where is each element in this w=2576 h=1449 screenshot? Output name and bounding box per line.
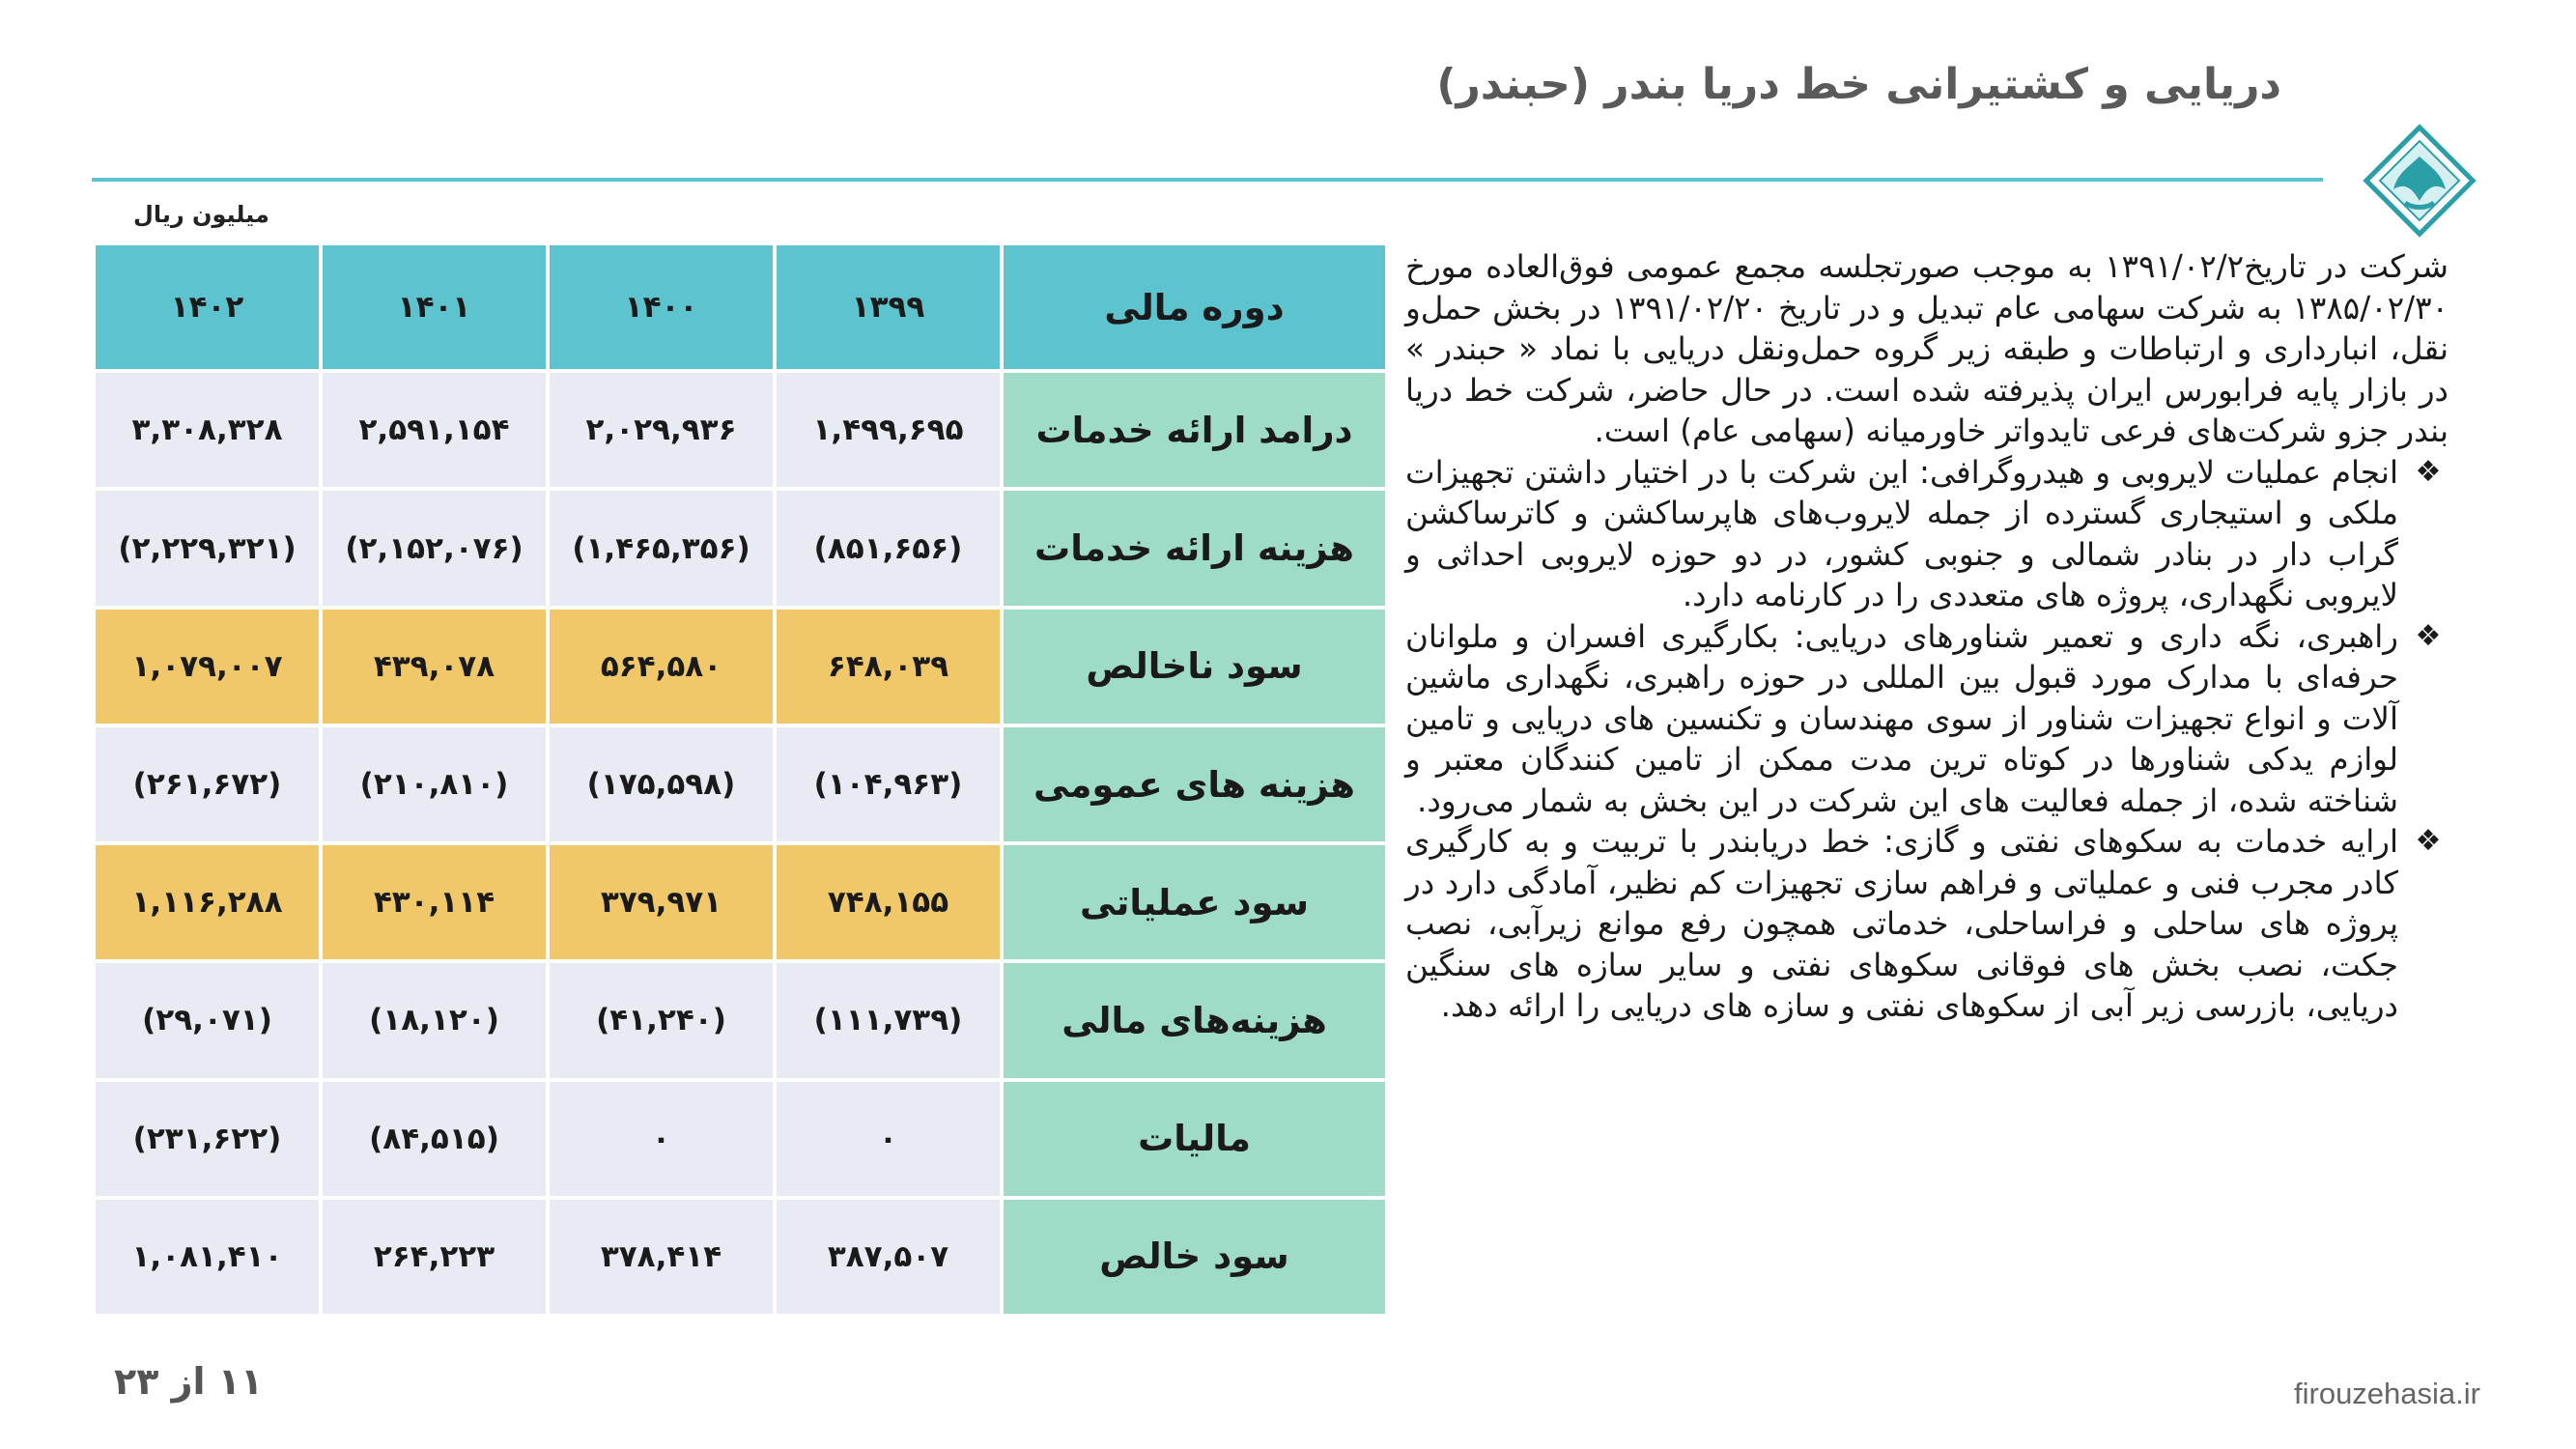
table-cell: ۵۶۴,۵۸۰ [550,610,773,724]
table-cell: ۷۴۸,۱۵۵ [777,845,1000,959]
table-cell: (۲۱۰,۸۱۰) [323,727,546,841]
website-link[interactable]: firouzehasia.ir [2294,1377,2480,1410]
header-divider [92,178,2323,182]
table-row [96,727,1385,841]
list-item [1405,821,2449,1027]
table-row [96,845,1385,959]
table-cell: (۸۵۱,۶۵۶) [777,491,1000,605]
table-cell: (۱,۴۶۵,۳۵۶) [550,491,773,605]
table-row [96,491,1385,605]
table-cell: (۱۱۱,۷۳۹) [777,963,1000,1077]
diamond-bullet-icon: ❖ [2415,618,2442,653]
table-cell: (۱۷۵,۵۹۸) [550,727,773,841]
table-cell: (۸۴,۵۱۵) [323,1082,546,1196]
table-cell: ۱,۰۸۱,۴۱۰ [96,1200,319,1314]
table-cell: ۲,۵۹۱,۱۵۴ [323,373,546,487]
intro-paragraph: شرکت در تاریخ۱۳۹۱/۰۲/۲ به موجب صورتجلسه مجمع عمومی فوق‌العاده مورخ ۱۳۸۵/۰۲/۳۰ به شرکت سهامی عام تبدیل و در تاریخ ۱۳۹۱/۰۲/۲۰ در بخش حمل‌و نقل، انبارداری و ارتباطات و طبقه زیر گروه حمل‌ونقل دریایی با نماد « حبندر » در بازار پایه فرابورس ایران پذیرفته شده است. در حال حاضر، شرکت خط دریا بندر جزو شرکت‌های فرعی تایدواتر خاورمیانه (سهامی عام) است. [1405,248,2449,449]
page-title: دریایی و کشتیرانی خط دریا بندر (حبندر) [1436,60,2281,109]
row-label: مالیات [1004,1082,1385,1196]
bullet-text: ارایه خدمات به سکوهای نفتی و گازی: خط دریابندر با تربیت و به کارگیری کادر مجرب فنی و عملیاتی و فراهم سازی تجهیزات کم نظیر، آمادگی دارد در پروژه های ساحلی و فراساحلی، خدماتی همچون رفع موانع زیرآبی، نصب جکت، نصب بخش های فوقانی سکوهای نفتی و سایر سازه های سنگین دریایی، بازرسی زیر آبی از سکوهای نفتی و سازه های دریایی را ارائه دهد. [1405,823,2398,1024]
table-cell: (۲,۲۲۹,۳۲۱) [96,491,319,605]
table-cell: ۱,۱۱۶,۲۸۸ [96,845,319,959]
table-cell: (۲,۱۵۲,۰۷۶) [323,491,546,605]
row-label: سود خالص [1004,1200,1385,1314]
table-cell: ۲,۰۲۹,۹۳۶ [550,373,773,487]
row-label: درامد ارائه خدمات [1004,373,1385,487]
table-cell: ۴۳۰,۱۱۴ [323,845,546,959]
table-cell: (۲۶۱,۶۷۲) [96,727,319,841]
row-label: سود ناخالص [1004,610,1385,724]
list-item [1405,616,2449,822]
list-item [1405,452,2449,616]
table-cell: ۴۳۹,۰۷۸ [323,610,546,724]
diamond-bullet-icon: ❖ [2415,454,2442,489]
bullet-text: راهبری، نگه داری و تعمیر شناورهای دریایی: بکارگیری افسران و ملوانان حرفه‌ای با مدارک مورد قبول بین المللی در حوزه راهبری، نگهداری ماشین آلات و انواع تجهیزات شناور از سوی مهندسان و تکنسین های دریایی و تامین لوازم یدکی شناورها در کوتاه ترین مدت ممکن از تامین کنندگان معتبر و شناخته شده، از جمله فعالیت های این شرکت در این بخش به شمار می‌رود. [1405,617,2398,819]
table-cell: (۴۱,۲۴۰) [550,963,773,1077]
table-cell: (۲۳۱,۶۲۲) [96,1082,319,1196]
table-row [96,610,1385,724]
table-cell: (۱۸,۱۲۰) [323,963,546,1077]
table-cell: ۶۴۸,۰۳۹ [777,610,1000,724]
unit-label: میلیون ریال [133,201,269,228]
table-cell: ۳۷۸,۴۱۴ [550,1200,773,1314]
company-logo-icon [2347,108,2492,253]
table-row [96,373,1385,487]
row-label: هزینه ارائه خدمات [1004,491,1385,605]
table-cell: ۲۶۴,۲۲۳ [323,1200,546,1314]
table-cell: (۱۰۴,۹۶۳) [777,727,1000,841]
year-header: ۱۳۹۹ [777,245,1000,369]
year-header: ۱۴۰۱ [323,245,546,369]
table-cell: ۰ [550,1082,773,1196]
table-cell: ۱,۴۹۹,۶۹۵ [777,373,1000,487]
year-header: ۱۴۰۰ [550,245,773,369]
row-label: هزینه‌های مالی [1004,963,1385,1077]
table-cell: ۳,۳۰۸,۳۲۸ [96,373,319,487]
page-number: ۱۱ از ۲۳ [114,1360,264,1403]
diamond-bullet-icon: ❖ [2415,824,2442,858]
table-cell: ۳۸۷,۵۰۷ [777,1200,1000,1314]
table-row [96,963,1385,1077]
table-row [96,1082,1385,1196]
table-cell: ۳۷۹,۹۷۱ [550,845,773,959]
header-label: دوره مالی [1004,245,1385,369]
row-label: سود عملیاتی [1004,845,1385,959]
table-header-row [96,245,1385,369]
table-cell: ۰ [777,1082,1000,1196]
row-label: هزینه های عمومی [1004,727,1385,841]
year-header: ۱۴۰۲ [96,245,319,369]
table-row [96,1200,1385,1314]
table-cell: ۱,۰۷۹,۰۰۷ [96,610,319,724]
company-description [1405,246,2449,1027]
financial-table [92,242,1389,1318]
table-cell: (۲۹,۰۷۱) [96,963,319,1077]
bullet-text: انجام عملیات لایروبی و هیدروگرافی: این شرکت با در اختیار داشتن تجهیزات ملکی و استیجاری گسترده از جمله لایروب‌های هاپرساکشن و کاترساکشن گراب دار در بنادر شمالی و جنوبی کشور، در دو حوزه لایروبی احداثی و لایروبی نگهداری، پروژه های متعددی را در کارنامه دارد. [1405,453,2398,613]
